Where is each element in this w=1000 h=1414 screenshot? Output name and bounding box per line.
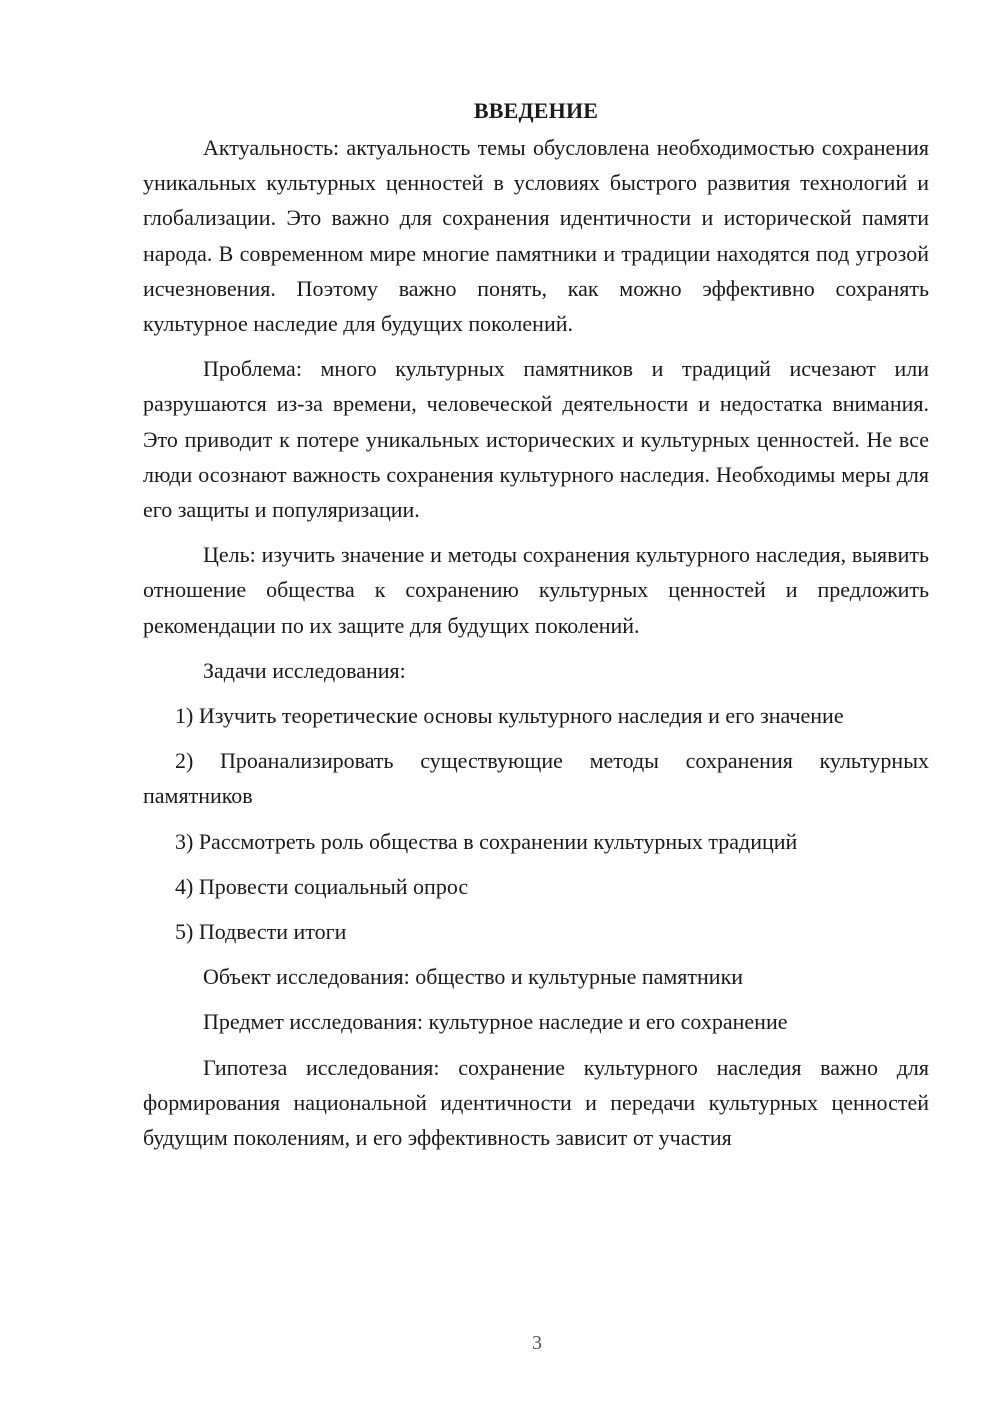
page-title: ВВЕДЕНИЕ [473, 98, 599, 123]
paragraph-relevance: Актуальность: актуальность темы обусловлена необходимостью сохранения уникальных культурных ценностей в условиях быстрого развития технологий и глобализации. Это важно для сохранения идентичности и исторической памяти народа. В современном мире многие памятники и традиции находятся под угрозой исчезновения. Поэтому важно понять, как можно эффективно сохранять культурное наследие для будущих поколений. [143, 135, 929, 337]
page-number: 3 [532, 1332, 542, 1354]
task-item-1: 1) Изучить теоретические основы культурного наследия и его значение [175, 703, 844, 729]
paragraph-hypothesis: Гипотеза исследования: сохранение культурного наследия важно для формирования национальной идентичности и передачи культурных ценностей будущим поколениям, и его эффективность зависит от участия [143, 1054, 929, 1151]
task-item-4: 4) Провести социальный опрос [175, 873, 469, 899]
tasks-heading: Задачи исследования: [203, 657, 406, 683]
task-item-3: 3) Рассмотреть роль общества в сохранении культурных традиций [175, 828, 798, 854]
paragraph-problem: Проблема: много культурных памятников и традиций исчезают или разрушаются из-за времени, человеческой деятельности и недостатка внимания. Это приводит к потере уникальных исторических и культурных ценностей. Не все люди осознают важность сохранения культурного наследия. Необходимы меры для его защиты и популяризации. [143, 356, 929, 523]
task-item-5: 5) Подвести итоги [175, 919, 347, 945]
paragraph-object: Объект исследования: общество и культурные памятники [203, 964, 744, 990]
paragraph-subject: Предмет исследования: культурное наследие и его сохранение [203, 1009, 788, 1035]
document-page [143, 92, 929, 1165]
task-item-2: 2) Проанализировать существующие методы сохранения культурных памятников [143, 748, 929, 809]
paragraph-goal: Цель: изучить значение и методы сохранения культурного наследия, выявить отношение общества к сохранению культурных ценностей и предложить рекомендации по их защите для будущих поколений. [143, 542, 929, 638]
